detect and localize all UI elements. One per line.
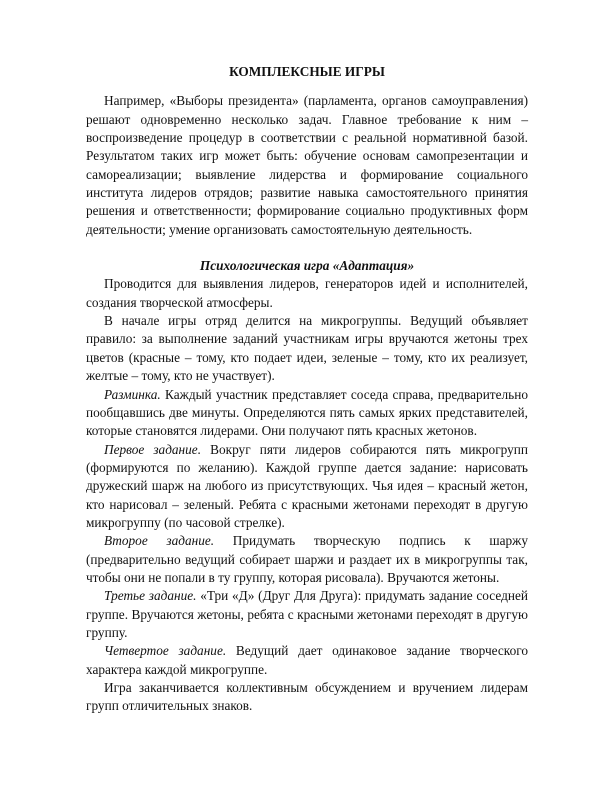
- task-1-label: Первое задание.: [104, 441, 202, 457]
- task-2-text: Придумать творческую подпись к шаржу (предварительно ведущий собирает шаржи и раздает их в микрогруппы так, чтобы они не попали в ту группу, которая рисовала). Вручаются жетоны.: [86, 533, 528, 585]
- intro-paragraph: Например, «Выборы президента» (парламента, органов самоуправления) решают одновременно несколько задач. Главное требование к ним – воспроизведение процедур в соответствии с реальной нормативной базой. Результатом таких игр может быть: обучение основам самопрезентации и самореализации; выявление лидерства и формирование социального института лидеров отрядов; развитие навыка самостоятельного принятия решения и ответственности; формирование социально продуктивных форм деятельности; умение организовать самостоятельную деятельность.: [86, 93, 528, 237]
- paragraph-final: Игра заканчивается коллективным обсуждением и вручением лидерам групп отличительных знаков.: [86, 680, 528, 714]
- task-4-label: Четвертое задание.: [104, 643, 227, 659]
- task-3-text: «Три «Д» (Друг Для Друга): придумать задание соседней группе. Вручаются жетоны, ребята с красными жетонами переходят в другую группу.: [86, 588, 528, 640]
- paragraph-warmup: [86, 386, 528, 441]
- paragraph-task-1: [86, 441, 528, 533]
- paragraph-task-2: [86, 532, 528, 587]
- task-2-label: Второе задание.: [104, 533, 215, 549]
- document-title: КОМПЛЕКСНЫЕ ИГРЫ: [229, 64, 385, 79]
- paragraph-task-4: [86, 642, 528, 679]
- section-title: Психологическая игра «Адаптация»: [199, 258, 415, 274]
- paragraph-task-3: [86, 587, 528, 642]
- warmup-label: Разминка.: [104, 386, 161, 402]
- task-1-text: Вокруг пяти лидеров собираются пять микрогрупп (формируются по желанию). Каждой группе дается задание: нарисовать дружеский шарж на любого из присутствующих. Чья идея – красный жетон, кто нарисовал – зеленый. Ребята с красными жетонами переходят в другую микрогруппу (по часовой стрелке).: [86, 441, 528, 530]
- document-page: [86, 63, 528, 716]
- paragraph-purpose: Проводится для выявления лидеров, генераторов идей и исполнителей, создания творческой атмосферы.: [86, 276, 528, 310]
- task-3-label: Третье задание.: [104, 588, 197, 604]
- warmup-text: Каждый участник представляет соседа справа, предварительно пообщавшись две минуты. Определяются пять самых ярких представителей, которые становятся лидерами. Они получают пять красных жетонов.: [86, 386, 528, 439]
- task-4-text: Ведущий дает одинаковое задание творческого характера каждой микрогруппе.: [86, 643, 528, 677]
- paragraph-rules: В начале игры отряд делится на микрогруппы. Ведущий объявляет правило: за выполнение заданий участникам игры вручаются жетоны трех цветов (красные – тому, кто подает идеи, зеленые – тому, кто их реализует, желтые – тому, кто не участвует).: [86, 313, 528, 384]
